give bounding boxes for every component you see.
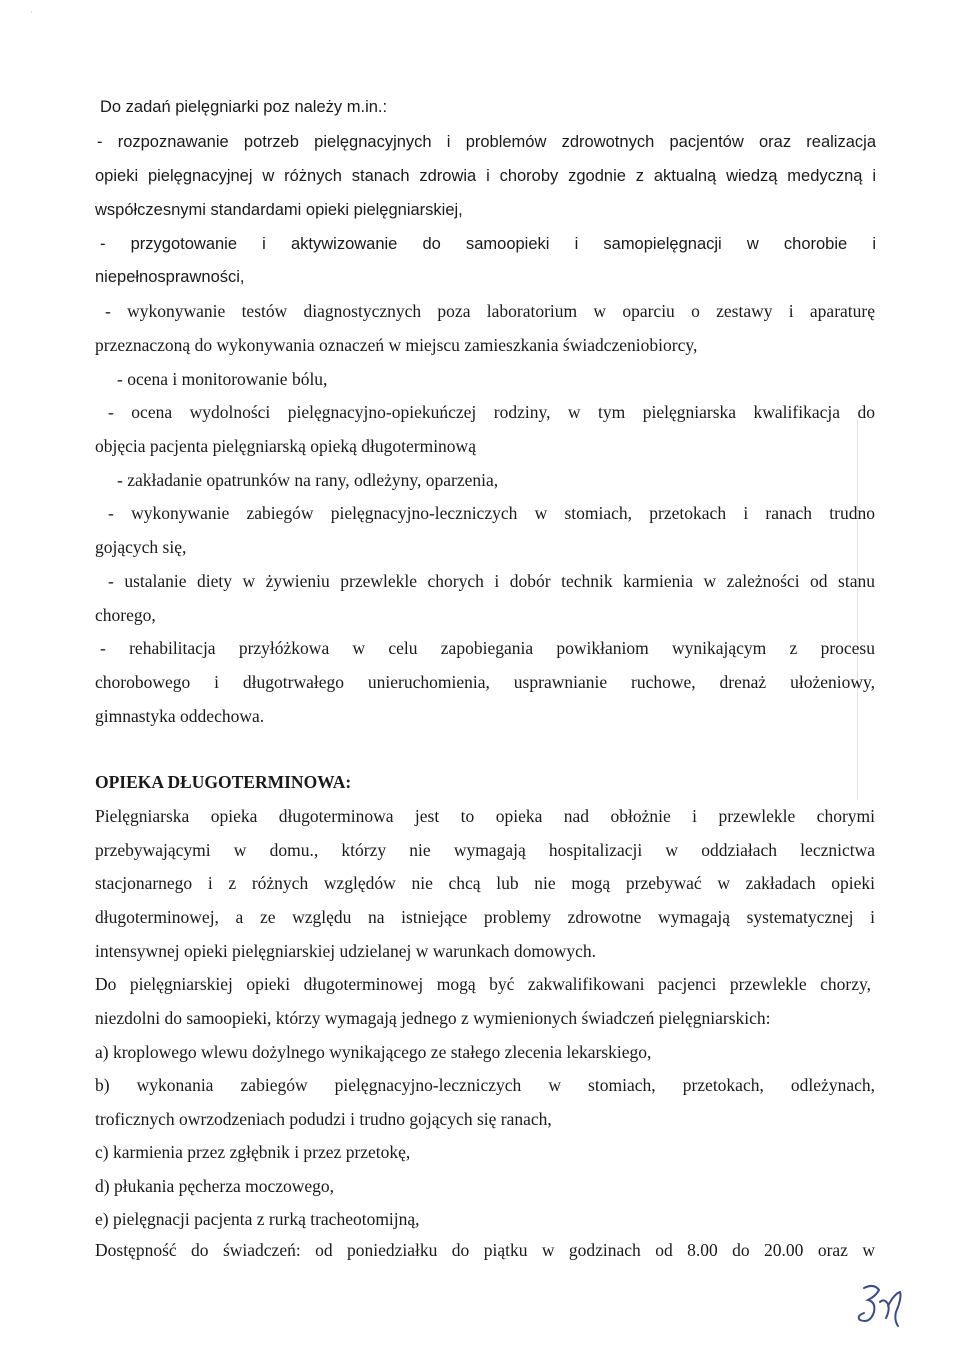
list-item: b) wykonania zabiegów pielęgnacyjno-leczniczych w stomiach, przetokach, odleżynach, (95, 1075, 875, 1095)
doc-line: - ocena i monitorowanie bólu, (117, 369, 328, 389)
doc-line: Dostępność do świadczeń: od poniedziałku do piątku w godzinach od 8.00 do 20.00 oraz w (95, 1240, 875, 1260)
list-item: a) kroplowego wlewu dożylnego wynikającego ze stałego zlecenia lekarskiego, (95, 1042, 652, 1062)
doc-line: - ocena wydolności pielęgnacyjno-opiekuńczej rodziny, w tym pielęgniarska kwalifikacja do (108, 402, 875, 422)
doc-line: intensywnej opieki pielęgniarskiej udzielanej w warunkach domowych. (95, 941, 597, 961)
doc-line: - rehabilitacja przyłóżkowa w celu zapobiegania powikłaniom wynikającym z procesu (100, 638, 875, 658)
handwritten-initials (846, 1280, 916, 1330)
doc-line: Pielęgniarska opieka długoterminowa jest to opieka nad obłożnie i przewlekle chorymi (95, 806, 875, 826)
doc-line: gojących się, (95, 537, 187, 557)
doc-line: - zakładanie opatrunków na rany, odleżyny, oparzenia, (117, 470, 499, 490)
doc-line: - ustalanie diety w żywieniu przewlekle chorych i dobór technik karmienia w zależności od stanu (108, 571, 875, 591)
doc-line: niezdolni do samoopieki, którzy wymagają jednego z wymienionych świadczeń pielęgniarskich: (95, 1008, 771, 1028)
doc-line: stacjonarnego i z różnych względów nie chcą lub nie mogą przebywać w zakładach opieki (95, 873, 875, 893)
doc-line: - przygotowanie i aktywizowanie do samoopieki i samopielęgnacji w chorobie i (100, 235, 876, 253)
doc-line: troficznych owrzodzeniach podudzi i trudno gojących się ranach, (95, 1109, 552, 1129)
doc-line: - wykonywanie testów diagnostycznych poza laboratorium w oparciu o zestawy i aparaturę (105, 301, 875, 321)
doc-line: przebywającymi w domu., którzy nie wymagają hospitalizacji w oddziałach lecznictwa (95, 840, 875, 860)
doc-line: opieki pielęgnacyjnej w różnych stanach zdrowia i choroby zgodnie z aktualną wiedzą medyczną i (95, 167, 876, 185)
list-item: d) płukania pęcherza moczowego, (95, 1176, 335, 1196)
doc-line: Do pielęgniarskiej opieki długoterminowej mogą być zakwalifikowani pacjenci przewlekle chorzy, (95, 974, 871, 994)
doc-line: współczesnymi standardami opieki pielęgniarskiej, (95, 201, 463, 219)
doc-line: chorego, (95, 605, 156, 625)
doc-line: przeznaczoną do wykonywania oznaczeń w miejscu zamieszkania świadczeniobiorcy, (95, 335, 698, 355)
section-heading: OPIEKA DŁUGOTERMINOWA: (95, 772, 352, 792)
list-item: e) pielęgnacji pacjenta z rurką tracheotomijną, (95, 1209, 420, 1229)
doc-line: gimnastyka oddechowa. (95, 706, 265, 726)
doc-line: - rozpoznawanie potrzeb pielęgnacyjnych i problemów zdrowotnych pacjentów oraz realizacja (97, 133, 876, 151)
scan-speck: · (30, 8, 33, 17)
doc-line: chorobowego i długotrwałego unieruchomienia, usprawnianie ruchowe, drenaż ułożeniowy, (95, 672, 875, 692)
list-item: c) karmienia przez zgłębnik i przez przetokę, (95, 1142, 411, 1162)
doc-line: objęcia pacjenta pielęgniarską opieką długoterminową (95, 436, 476, 456)
doc-line: niepełnosprawności, (95, 268, 245, 286)
doc-line: długoterminowej, a ze względu na istniejące problemy zdrowotne wymagają systematycznej i (95, 907, 875, 927)
intro-line: Do zadań pielęgniarki poz należy m.in.: (100, 98, 388, 116)
doc-line: - wykonywanie zabiegów pielęgnacyjno-leczniczych w stomiach, przetokach i ranach trudno (108, 503, 875, 523)
